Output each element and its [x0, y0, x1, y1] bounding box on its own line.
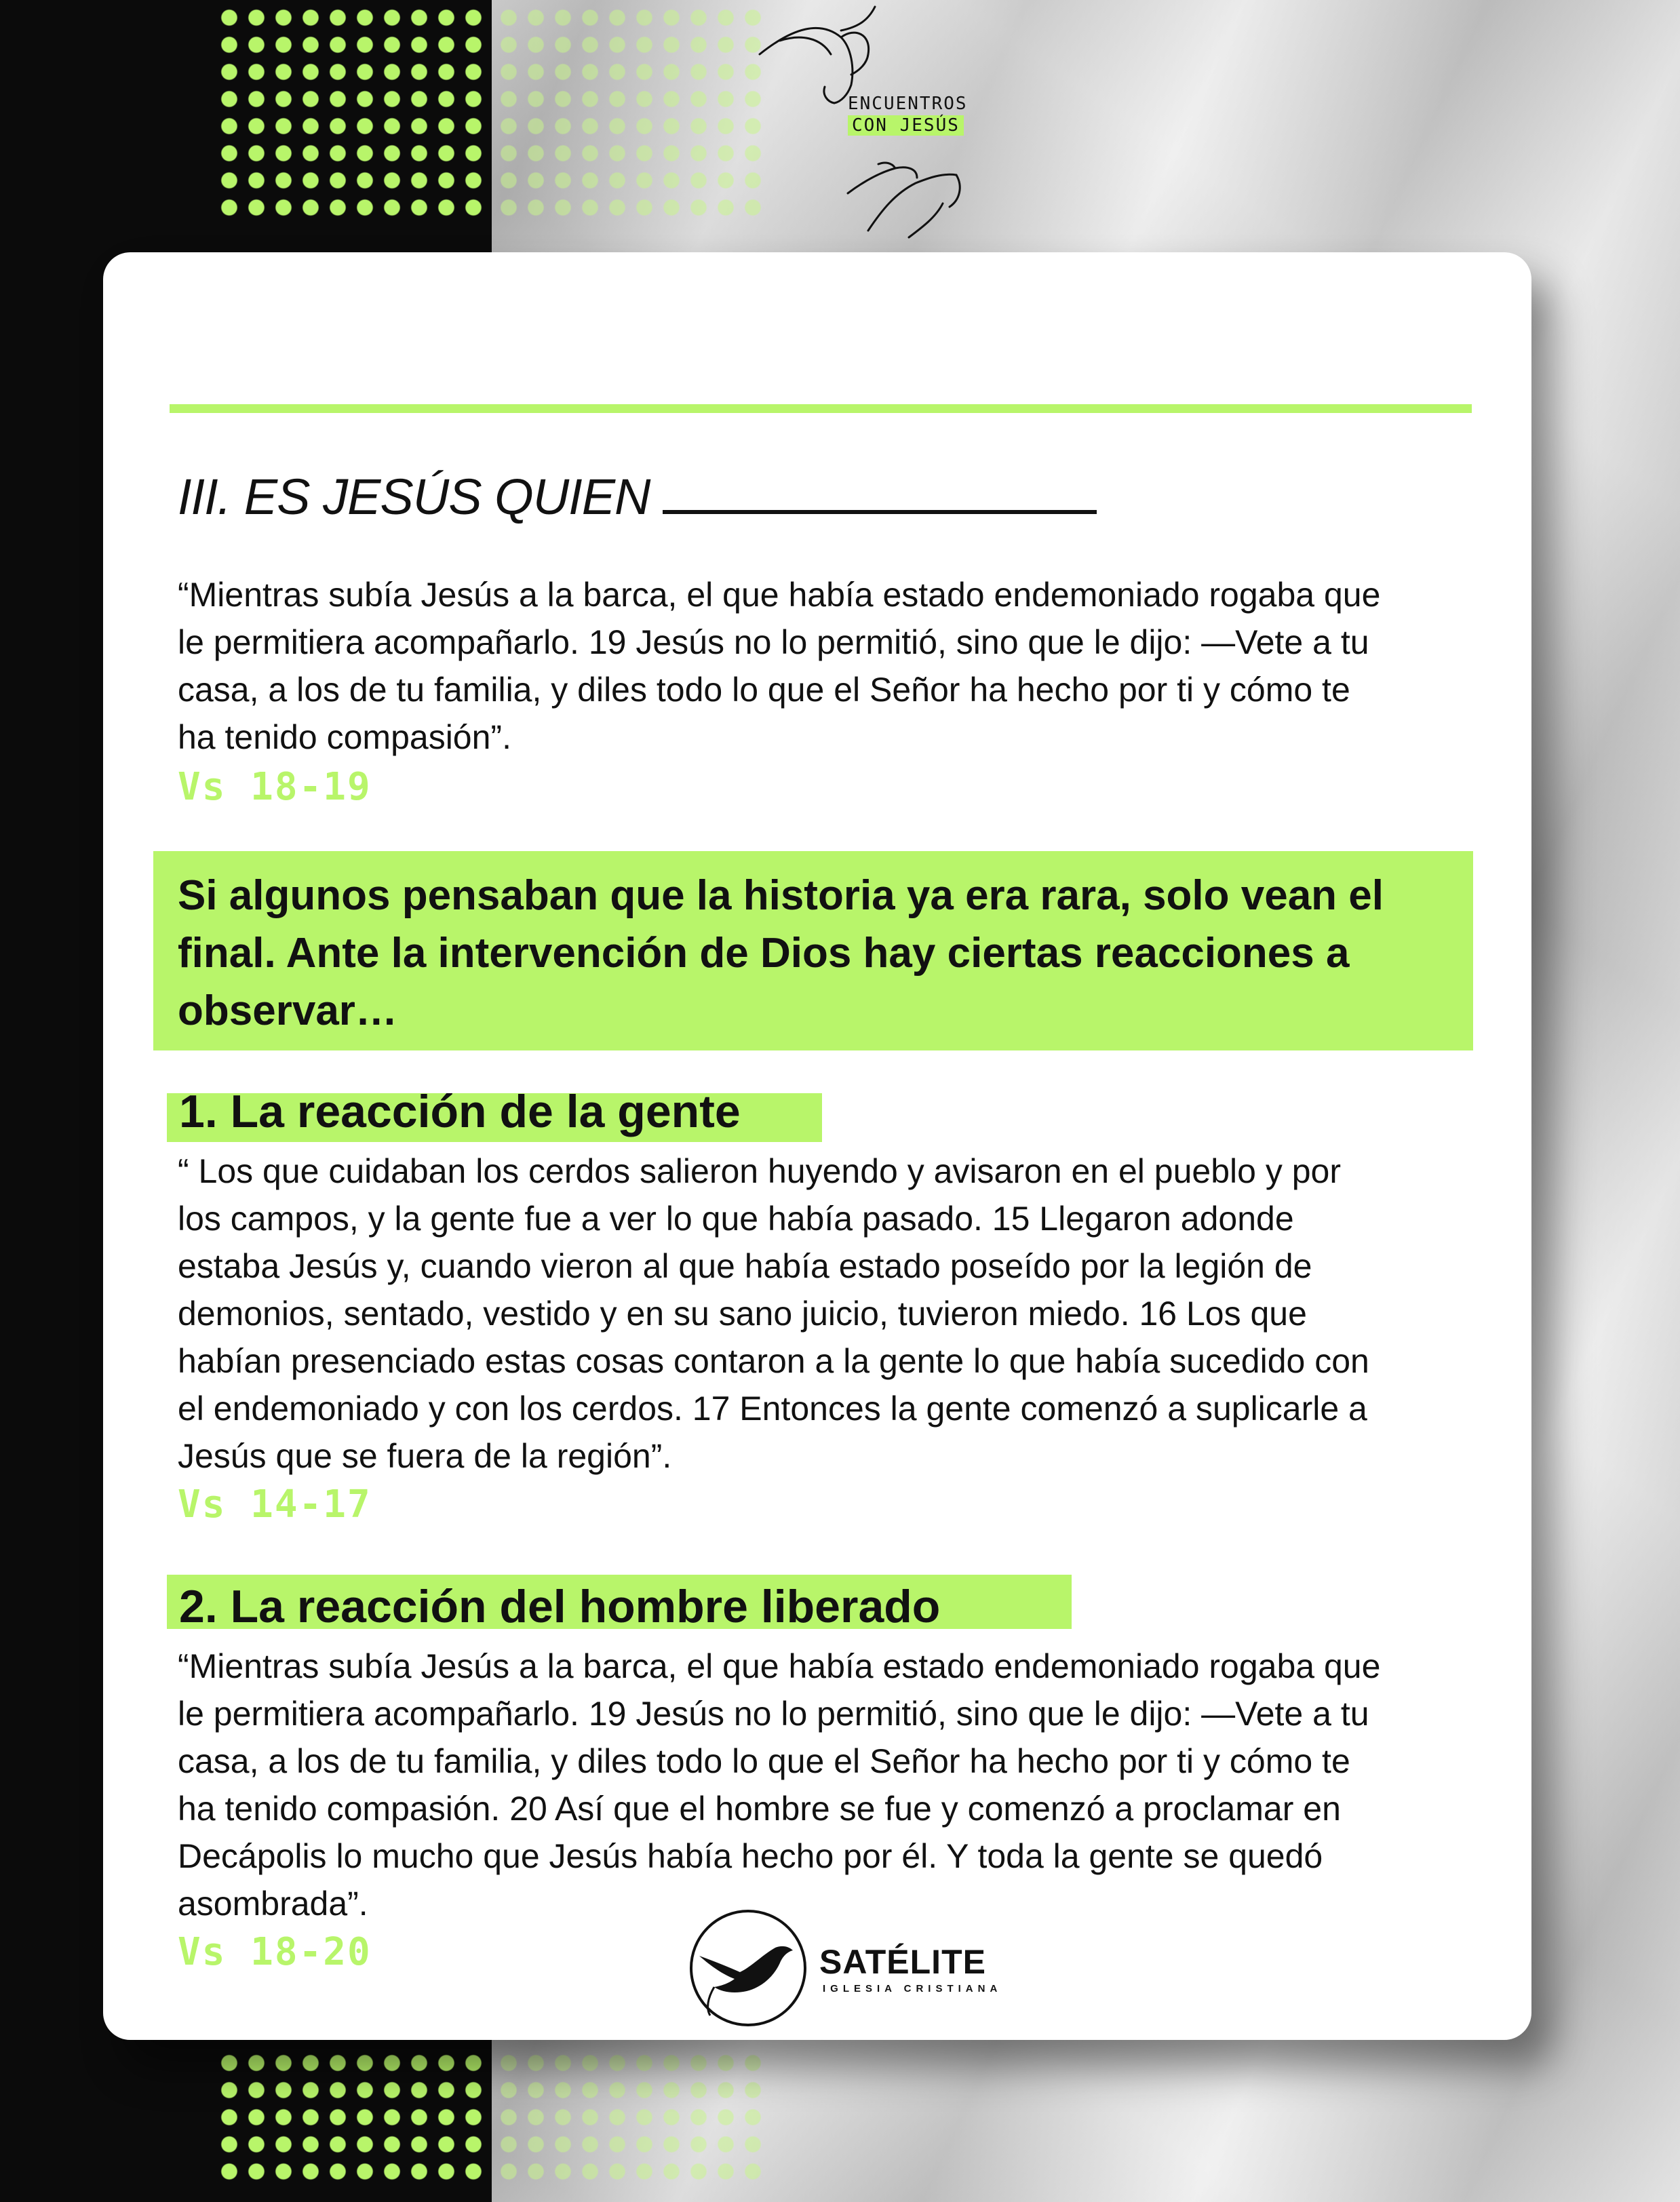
intro-quote: “Mientras subía Jesús a la barca, el que había estado endemoniado rogaba que le permitiera acompañarlo. 19 Jesús no lo permitió, sino que le dijo: —Vete a tu casa, a los de tu familia, y diles todo lo que el Señor ha hecho por ti y cómo te ha tenido compasión”.: [178, 576, 1381, 756]
point1-title: 1. La reacción de la gente: [179, 1086, 741, 1137]
point2-quote: “Mientras subía Jesús a la barca, el que había estado endemoniado rogaba que le permitiera acompañarlo. 19 Jesús no lo permitió, sino que le dijo: —Vete a tu casa, a los de tu familia, y diles todo lo que el Señor ha hecho por ti y cómo te ha tenido compasión. 20 Así que el hombre se fue y comenzó a proclamar en Decápolis lo mucho que Jesús había hecho por él. Y toda la gente se quedó asombrada”.: [178, 1647, 1381, 1923]
dot-pattern-bottom-left: [216, 2049, 487, 2185]
dot-pattern-top-right: [495, 4, 766, 221]
section-heading: [178, 468, 1097, 526]
satelite-logo: [687, 1907, 1013, 2029]
point1-verse-ref: Vs 14-17: [178, 1482, 372, 1527]
logo-line2-wrap: [848, 115, 964, 136]
dot-pattern-bottom-right: [495, 2049, 766, 2185]
point2-title: 2. La reacción del hombre liberado: [179, 1581, 941, 1632]
dove-icon: [687, 1907, 809, 2029]
section-heading-text: III. ES JESÚS QUIEN: [178, 469, 650, 525]
intro-verse-ref: Vs 18-19: [178, 765, 372, 809]
top-divider: [170, 404, 1472, 413]
logo-line1: ENCUENTROS: [848, 94, 968, 114]
callout-text: Si algunos pensaban que la historia ya era rara, solo vean el final. Ante la intervención de Dios hay ciertas reacciones a observar…: [178, 872, 1384, 1034]
logo-line2: CON JESÚS: [848, 115, 964, 136]
point2-verse-ref: Vs 18-20: [178, 1930, 372, 1974]
point1-quote: “ Los que cuidaban los cerdos salieron huyendo y avisaron en el pueblo y por los campos, y la gente fue a ver lo que había pasado. 15 Llegaron adonde estaba Jesús y, cuando vieron al que había estado poseído por la legión de demonios, sentado, vestido y en su sano juicio, tuvieron miedo. 16 Los que habían presenciado estas cosas contaron a la gente lo que había sucedido con el endemoniado y con los cerdos. 17 Entonces la gente comenzó a suplicarle a Jesús que se fuera de la región”.: [178, 1152, 1369, 1475]
dot-pattern-top-left: [216, 4, 487, 221]
brand-name: SATÉLITE: [819, 1943, 986, 1981]
brand-subtitle: IGLESIA CRISTIANA: [823, 1983, 1002, 1994]
fill-in-blank: [663, 469, 1097, 514]
encuentros-con-jesus-logo: [739, 0, 970, 244]
